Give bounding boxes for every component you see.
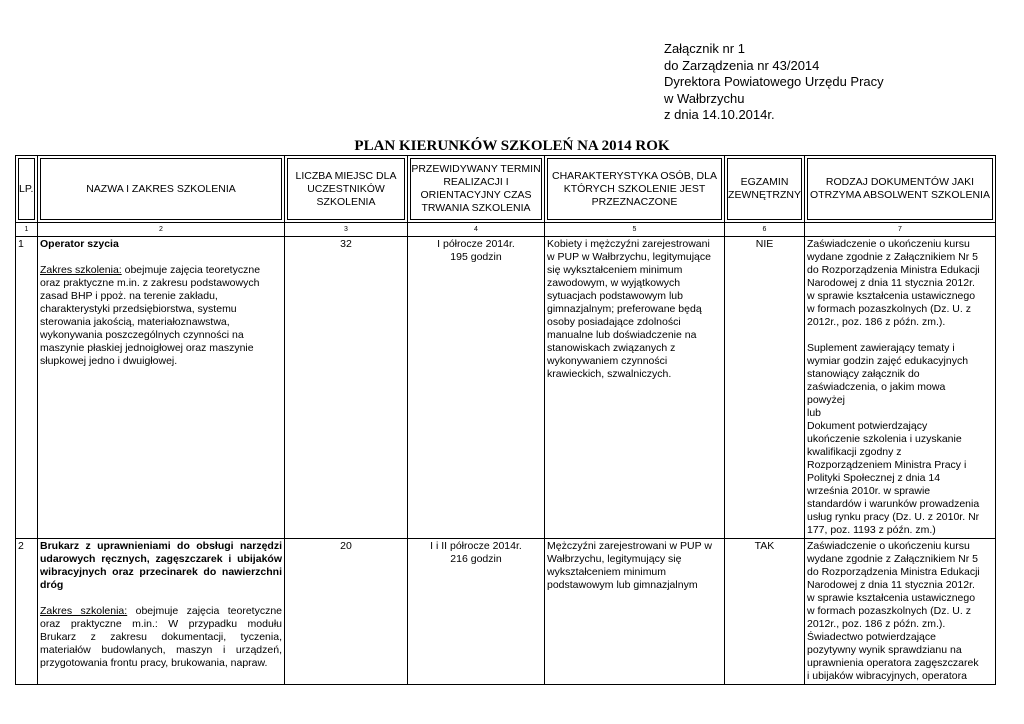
documents-line: Zaświadczenie o ukończeniu kursu (807, 540, 970, 552)
row-documents (805, 237, 996, 539)
persons-line: stanowiskach związanych z (547, 342, 676, 354)
persons-line: wykształceniem minimum (547, 566, 667, 578)
course-title: Brukarz z uprawnieniami do obsługi narzędzi udarowych ręcznych, zagęszczarek i ubijaków wibracyjnych oraz przecinarek do nawierzchni dróg (40, 540, 282, 591)
row-exam: NIE (725, 237, 805, 539)
term-period: I i II półrocze 2014r. (430, 540, 522, 552)
attachment-line: z dnia 14.10.2014r. (664, 107, 775, 123)
training-plan-table (15, 155, 996, 685)
persons-line: manualne lub doświadczenie na (547, 329, 697, 341)
documents-line: w formach pozaszkolnych (Dz. U. z (807, 605, 971, 617)
persons-line: krawieckich, szwalniczych. (547, 368, 672, 380)
documents-line: powyżej (807, 394, 845, 406)
documents-line: kwalifikacji zgodny z (807, 446, 902, 458)
column-number: 6 (725, 223, 805, 237)
documents-line: i ubijaków wibracyjnych, operatora (807, 670, 967, 682)
scope-label: Zakres szkolenia: (40, 264, 122, 276)
documents-line: lub (807, 407, 822, 419)
header-exam: EGZAMIN ZEWNĘTRZNY (725, 156, 805, 223)
documents-line: uprawnienia operatora zagęszczarek (807, 657, 979, 669)
term-hours: 216 godzin (450, 553, 502, 565)
row-places: 20 (285, 539, 408, 685)
persons-line: osoby posiadające zdolności (547, 316, 681, 328)
documents-line: do Rozporządzenia Ministra Edukacji (807, 264, 980, 276)
row-places: 32 (285, 237, 408, 539)
persons-line: w PUP w Wałbrzychu, legitymujące (547, 251, 711, 263)
persons-line: Wałbrzychu, legitymujący się (547, 553, 682, 565)
documents-line: w formach pozaszkolnych (Dz. U. z (807, 303, 971, 315)
documents-line (807, 329, 993, 342)
column-number: 2 (38, 223, 285, 237)
header-places: LICZBA MIEJSC DLA UCZESTNIKÓW SZKOLENIA (285, 156, 408, 223)
documents-line: w sprawie kształcenia ustawicznego (807, 592, 976, 604)
attachment-note (664, 41, 884, 124)
persons-line: wykonywaniem czynności (547, 355, 668, 367)
header-lp: LP. (16, 156, 38, 223)
row-term (408, 237, 545, 539)
persons-line: podstawowym lub gimnazjalnym (547, 579, 698, 591)
column-number: 3 (285, 223, 408, 237)
header-term: PRZEWIDYWANY TERMIN REALIZACJI I ORIENTACYJNY CZAS TRWANIA SZKOLENIA (408, 156, 545, 223)
persons-line: się wykształceniem minimum (547, 264, 683, 276)
row-name (38, 539, 285, 685)
table-row (16, 539, 996, 685)
column-numbers-row (16, 223, 996, 237)
column-number: 1 (16, 223, 38, 237)
documents-line: w sprawie kształcenia ustawicznego (807, 290, 976, 302)
documents-line: Narodowej z dnia 11 stycznia 2012r. (807, 277, 975, 289)
header-persons: CHARAKTERYSTYKA OSÓB, DLA KTÓRYCH SZKOLENIE JEST PRZEZNACZONE (545, 156, 725, 223)
course-scope (40, 605, 282, 670)
documents-line: Suplement zawierający tematy i (807, 342, 955, 354)
documents-line: pozytywny wynik sprawdzianu na (807, 644, 962, 656)
documents-line: wydane zgodnie z Załącznikiem Nr 5 (807, 553, 978, 565)
scope-text: obejmuje zajęcia teoretyczne oraz praktyczne m.in.: W przypadku modułu Brukarz z zakresu dokumentacji, tyczenia, materiałów budowlanych, maszyn i urządzeń, przygotowania frontu pracy, brukowania, napraw. (40, 605, 283, 669)
attachment-line: w Wałbrzychu (664, 90, 745, 106)
term-hours: 195 godzin (450, 251, 502, 263)
documents-line: wymiar godzin zajęć edukacyjnych (807, 355, 969, 367)
documents-line: września 2010r. w sprawie (807, 485, 931, 497)
scope-label: Zakres szkolenia: (40, 605, 128, 617)
header-documents: RODZAJ DOKUMENTÓW JAKI OTRZYMA ABSOLWENT SZKOLENIA (805, 156, 996, 223)
table-row (16, 237, 996, 539)
documents-line: do Rozporządzenia Ministra Edukacji (807, 566, 980, 578)
row-name (38, 237, 285, 539)
column-number: 4 (408, 223, 545, 237)
documents-line: Rozporządzeniem Ministra Pracy i (807, 459, 967, 471)
row-persons (545, 539, 725, 685)
row-lp: 1 (16, 237, 38, 539)
documents-line: ukończenie szkolenia i uzyskanie (807, 433, 962, 445)
row-documents (805, 539, 996, 685)
row-persons (545, 237, 725, 539)
persons-line: Kobiety i mężczyźni zarejestrowani (547, 238, 710, 250)
persons-line: sytuacjach podstawowym lub (547, 290, 683, 302)
documents-line: zaświadczenia, o jakim mowa (807, 381, 946, 393)
row-exam: TAK (725, 539, 805, 685)
documents-line: usług rynku pracy (Dz. U. z 2010r. Nr (807, 511, 980, 523)
attachment-line: Załącznik nr 1 (664, 41, 745, 56)
column-number: 5 (545, 223, 725, 237)
term-period: I półrocze 2014r. (437, 238, 515, 250)
row-lp: 2 (16, 539, 38, 685)
documents-line: Narodowej z dnia 11 stycznia 2012r. (807, 579, 975, 591)
documents-line: 177, poz. 1193 z późn. zm.) (807, 524, 936, 536)
header-name: NAZWA I ZAKRES SZKOLENIA (38, 156, 285, 223)
column-number: 7 (805, 223, 996, 237)
documents-line: Zaświadczenie o ukończeniu kursu (807, 238, 970, 250)
row-term (408, 539, 545, 685)
persons-line: gimnazjalnym; preferowane będą (547, 303, 702, 315)
attachment-line: Dyrektora Powiatowego Urzędu Pracy (664, 74, 884, 90)
documents-line: 2012r., poz. 186 z późn. zm.). (807, 316, 946, 328)
course-scope (40, 264, 282, 368)
documents-line: Polityki Społecznej z dnia 14 (807, 472, 941, 484)
attachment-line: do Zarządzenia nr 43/2014 (664, 57, 820, 73)
documents-line: Dokument potwierdzający (807, 420, 928, 432)
scope-text: obejmuje zajęcia teoretyczne oraz praktyczne m.in. z zakresu podstawowych zasad BHP i ppoż. na terenie zakładu, charakterystyki przedsiębiorstwa, systemu sterowania jakością, materiałoznawstwa, wykonywania poszczególnych czynności na maszynie płaskiej jednoigłowej oraz maszynie słupkowej jedno i dwuigłowej. (40, 264, 261, 367)
documents-line: Świadectwo potwierdzające (807, 631, 936, 643)
documents-line: stanowiący załącznik do (807, 368, 920, 380)
persons-line: Mężczyźni zarejestrowani w PUP w (547, 540, 712, 552)
course-title: Operator szycia (40, 238, 119, 250)
documents-line: standardów i warunków prowadzenia (807, 498, 980, 510)
documents-line: 2012r., poz. 186 z późn. zm.). (807, 618, 946, 630)
training-plan-table-wrapper (15, 155, 996, 685)
document-title: PLAN KIERUNKÓW SZKOLEŃ NA 2014 ROK (354, 138, 670, 154)
documents-line: wydane zgodnie z Załącznikiem Nr 5 (807, 251, 978, 263)
persons-line: zawodowym, w wyjątkowych (547, 277, 681, 289)
